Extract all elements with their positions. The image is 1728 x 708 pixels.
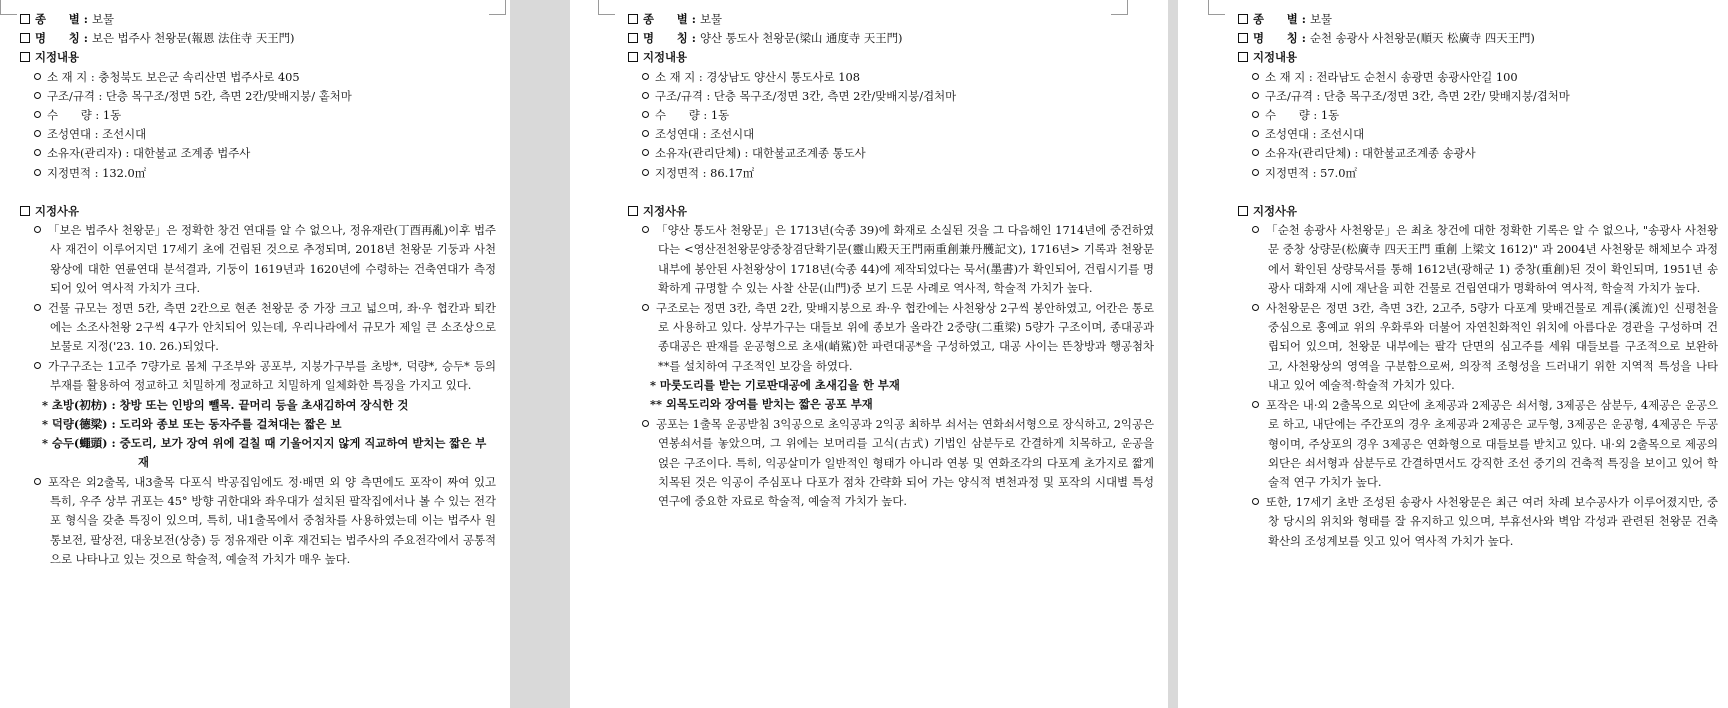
circle-bullet-icon [1252, 130, 1259, 137]
section-title-reason [20, 202, 496, 221]
header-label: 종 별 [643, 12, 688, 26]
designation-item-text: 구조/규격 : 단층 목구조/정면 3칸, 측면 2칸/ 맞배지붕/겹처마 [1265, 88, 1570, 103]
reason-paragraph [1238, 299, 1718, 396]
checkbox-square-icon [1238, 206, 1248, 216]
reason-text: 공포는 1출목 운공받침 3익공으로 초익공과 2익공 최하부 쇠서는 연화쇠서형으로 장식하고, 2익공은 연봉쇠서를 놓았으며, 그 위에는 보머리를 고식(古式) 기법인 삼분두로 간결하게 치목하고, 운공을 얹은 구조이다. 특히, 익공살미가 일반적인 형태가 아니라 연봉 및 연화조각의 다포계 초가지로 짧게 치목된 것은 익공이 주심포나 다포가 점차 간략화 되어 가는 양식적 변천과정 및 포작의 시대별 특성 연구에 중요한 자료로 학술적, 예술적 가치가 높다. [656, 416, 1154, 509]
reason-text: 사천왕문은 정면 3칸, 측면 3칸, 2고주, 5량가 다포계 맞배건물로 계류(溪流)인 신평천을 중심으로 홍예교 위의 우화루와 더불어 자연친화적인 위치에 아름다운 경관을 구성하며 건립되어 있으며, 천왕문 내부에는 팔각 단면의 심고주를 세워 대들보를 구조적으로 보완하고, 사천왕상의 영역을 구분함으로써, 의장적 조형성을 드러내기 위한 지역적 특성을 나타내고 있어 예술적·학술적 가치가 있다. [1266, 300, 1718, 393]
reason-text: 「보은 법주사 천왕문」은 정확한 창건 연대를 알 수 없으나, 정유재란(丁酉再亂)이후 법주사 재건이 이루어지던 17세기 초에 건립된 것으로 추정되며, 2018년 천왕문 기둥과 사천왕상에 대한 연륜연대 분석결과, 기둥이 1619년과 1620년에 수령하는 건축연대가 측정되어 있어 역사적 가치가 크다. [48, 223, 496, 296]
reason-text: 가구구조는 1고주 7량가로 몸체 구조부와 공포부, 지붕가구부를 초방*, 덕량*, 승두* 등의 부재를 활용하여 정교하고 치밀하게 정교하고 치밀하게 일체화한 특징을 가지고 있다. [48, 358, 496, 393]
header-row [20, 10, 496, 29]
designation-item-text: 소유자(관리단체) : 대한불교조계종 송광사 [1265, 146, 1476, 161]
designation-item-text: 수 량 : 1동 [1265, 108, 1340, 123]
circle-bullet-icon [1252, 498, 1259, 505]
section-title-designation [1238, 48, 1718, 67]
header-separator: : [79, 31, 92, 46]
circle-bullet-icon [34, 478, 41, 485]
page-corner-mark [1208, 0, 1225, 15]
header-label: 종 별 [1253, 12, 1298, 26]
circle-bullet-icon [642, 169, 649, 176]
circle-bullet-icon [34, 304, 41, 311]
reason-paragraph [1238, 396, 1718, 493]
designation-item [628, 106, 1154, 125]
circle-bullet-icon [34, 111, 41, 118]
circle-bullet-icon [1252, 169, 1259, 176]
circle-bullet-icon [642, 226, 649, 233]
section-title-text: 지정사유 [643, 203, 688, 218]
reason-text: 「순천 송광사 사천왕문」은 최초 창건에 대한 정확한 기록은 알 수 없으나, "송광사 사천왕문 중창 상량문(松廣寺 四天王門 重創 上梁文 1612)" 과 2004년 사천왕문 해체보수 과정에서 확인된 상량묵서를 통해 1612년(광해군 1) 중창(重創)된 것이 확인되며, 1951년 송광사 대화재 시에 재난을 피한 건물로 건립연대가 명확하여 역사적, 학술적 가치가 높다. [1266, 223, 1718, 296]
designation-item-text: 소유자(관리단체) : 대한불교조계종 통도사 [655, 146, 866, 161]
page-content [20, 10, 496, 570]
designation-item [20, 164, 496, 183]
header-value: 보물 [91, 12, 114, 26]
checkbox-square-icon [20, 14, 30, 24]
circle-bullet-icon [642, 130, 649, 137]
header-label: 명 칭 [1253, 31, 1298, 46]
reason-paragraph [628, 221, 1154, 299]
header-separator: : [687, 31, 700, 46]
circle-bullet-icon [1252, 304, 1259, 311]
section-title-designation [628, 48, 1154, 67]
checkbox-square-icon [628, 206, 638, 216]
designation-item [20, 144, 496, 163]
footnote-definition: * 승두(蠅頭) : 중도리, 보가 장여 위에 걸칠 때 기울어지지 않게 직교하여 받치는 짧은 부재 [42, 436, 487, 470]
reason-text: 구조로는 정면 3칸, 측면 2칸, 맞배지붕으로 좌·우 협칸에는 사천왕상 2구씩 봉안하였고, 어칸은 통로로 사용하고 있다. 상부가구는 대들보 위에 종보가 올라간 2중량(二重梁) 5량가 구조이며, 종대공과 종대공은 판재를 운공형으로 초새(峭鯊)한 파련대공*을 구성하였고, 대공 사이는 뜬창방과 행공첨차**를 설치하여 구조적인 보강을 하였다. [656, 300, 1154, 373]
reason-paragraph [1238, 493, 1718, 551]
designation-item [20, 87, 496, 106]
circle-bullet-icon [34, 73, 41, 80]
designation-item-text: 소유자(관리자) : 대한불교 조계종 법주사 [47, 146, 251, 161]
designation-item [628, 144, 1154, 163]
circle-bullet-icon [34, 92, 41, 99]
designation-item [1238, 164, 1718, 183]
header-value: 양산 통도사 천왕문(梁山 通度寺 天王門) [699, 31, 903, 46]
section-title-designation [20, 48, 496, 67]
section-title-text: 지정사유 [1253, 203, 1298, 218]
reason-paragraph [20, 299, 496, 357]
spacer [20, 183, 496, 202]
circle-bullet-icon [34, 149, 41, 156]
section-title-reason [628, 202, 1154, 221]
designation-item-text: 구조/규격 : 단층 목구조/정면 3칸, 측면 2칸/맞배지붕/겹처마 [655, 88, 957, 103]
reason-paragraph [20, 473, 496, 570]
checkbox-square-icon [1238, 33, 1248, 43]
section-title-text: 지정사유 [35, 203, 80, 218]
header-row [628, 10, 1154, 29]
circle-bullet-icon [642, 304, 649, 311]
header-value: 보물 [699, 12, 722, 26]
designation-item-text: 수 량 : 1동 [655, 108, 730, 123]
reason-text: 「양산 통도사 천왕문」은 1713년(숙종 39)에 화재로 소실된 것을 그 다음해인 1714년에 중건하였다는 <영산전천왕문양중창겸단확기문(靈山殿天王門兩重創兼丹雘記文), 1716년> 기록과 천왕문 내부에 봉안된 사천왕상이 1718년(숙종 44)에 제작되었다는 묵서(墨書)가 확인되어, 건립시기를 명확하게 규명할 수 있는 사찰 산문(山門)중 보기 드문 사례로 역사적, 학술적 가치가 높다. [656, 223, 1154, 296]
header-label: 명 칭 [35, 31, 80, 46]
header-value: 보물 [1309, 12, 1332, 26]
circle-bullet-icon [1252, 73, 1259, 80]
designation-item [20, 125, 496, 144]
page-3 [1178, 0, 1728, 708]
designation-item [628, 87, 1154, 106]
designation-item [1238, 87, 1718, 106]
reason-paragraph [628, 415, 1154, 512]
header-value: 순천 송광사 사천왕문(順天 松廣寺 四天王門) [1309, 31, 1535, 46]
header-separator: : [687, 12, 700, 26]
designation-item-text: 구조/규격 : 단층 목구조/정면 5칸, 측면 2칸/맞배지붕/ 홑처마 [47, 88, 352, 103]
reason-text: 포작은 내·외 2출목으로 외단에 초제공과 2제공은 쇠서형, 3제공은 삼분두, 4제공은 운공으로 하고, 내단에는 주간포의 경우 초제공과 2제공은 교두형, 3제공은 운공형, 4제공은 두공형이며, 주상포의 경우 3제공은 연화형으로 대들보를 받치고 있다. 내·외 2출목으로 제공의 외단은 쇠서형과 삼분두로 간결하면서도 강직한 조선 중기의 건축적 특징을 보이고 있어 학술적 연구 가치가 높다. [1266, 397, 1718, 490]
header-separator: : [1297, 12, 1310, 26]
designation-item-text: 소 재 지 : 충청북도 보은군 속리산면 법주사로 405 [47, 69, 300, 84]
checkbox-square-icon [628, 14, 638, 24]
checkbox-square-icon [1238, 52, 1248, 62]
section-title-reason [1238, 202, 1718, 221]
page-1 [0, 0, 510, 708]
reason-paragraph [20, 357, 496, 396]
designation-item [628, 164, 1154, 183]
designation-item [20, 68, 496, 87]
designation-item-text: 지정면적 : 57.0㎡ [1265, 165, 1357, 180]
reason-text: 건물 규모는 정면 5칸, 측면 2칸으로 현존 천왕문 중 가장 크고 넓으며, 좌·우 협칸과 퇴칸에는 소조사천왕 2구씩 4구가 안치되어 있는데, 우리나라에서 규모가 제일 큰 소조상으로 보물로 지정('23. 10. 26.)되었다. [48, 300, 496, 354]
designation-item [628, 68, 1154, 87]
checkbox-square-icon [20, 33, 30, 43]
designation-item-text: 조성연대 : 조선시대 [1265, 127, 1365, 142]
reason-paragraph [20, 221, 496, 299]
checkbox-square-icon [628, 52, 638, 62]
footnote-definition: * 덕량(德梁) : 도리와 종보 또는 동자주를 걸쳐대는 짧은 보 [42, 416, 342, 431]
checkbox-square-icon [628, 33, 638, 43]
designation-item-text: 소 재 지 : 전라남도 순천시 송광면 송광사안길 100 [1265, 69, 1518, 84]
circle-bullet-icon [34, 169, 41, 176]
page-corner-mark [0, 0, 17, 15]
section-title-text: 지정내용 [643, 50, 688, 65]
circle-bullet-icon [34, 362, 41, 369]
footnote-definition: * 마룻도리를 받는 기로판대공에 초새김을 한 부재 [650, 378, 900, 393]
checkbox-square-icon [20, 52, 30, 62]
page-2 [570, 0, 1168, 708]
designation-item-text: 지정면적 : 86.17㎡ [655, 165, 755, 180]
checkbox-square-icon [20, 206, 30, 216]
designation-item [1238, 68, 1718, 87]
designation-item [1238, 125, 1718, 144]
reason-paragraph [1238, 221, 1718, 299]
designation-item-text: 수 량 : 1동 [47, 108, 122, 123]
circle-bullet-icon [642, 149, 649, 156]
circle-bullet-icon [1252, 111, 1259, 118]
page-gutter [1168, 0, 1178, 708]
reason-paragraph [628, 299, 1154, 377]
footnote-definition: ** 외목도리와 장여를 받치는 짧은 공포 부재 [650, 397, 873, 412]
header-value: 보은 법주사 천왕문(報恩 法住寺 天王門) [91, 31, 295, 46]
designation-item-text: 소 재 지 : 경상남도 양산시 통도사로 108 [655, 69, 860, 84]
header-label: 종 별 [35, 12, 80, 26]
designation-item [628, 125, 1154, 144]
page-gutter [510, 0, 570, 708]
designation-item [20, 106, 496, 125]
circle-bullet-icon [1252, 401, 1259, 408]
footnote-definition: * 초방(初枋) : 창방 또는 인방의 뺄목. 끝머리 등을 초새김하여 장식한 것 [42, 397, 409, 412]
spacer [1238, 183, 1718, 202]
circle-bullet-icon [642, 111, 649, 118]
designation-item-text: 조성연대 : 조선시대 [655, 127, 755, 142]
header-row [1238, 10, 1718, 29]
header-row [20, 29, 496, 48]
reason-text: 또한, 17세기 초반 조성된 송광사 사천왕문은 최근 여러 차례 보수공사가 이루어졌지만, 중창 당시의 위치와 형태를 잘 유지하고 있으며, 부휴선사와 벽암 각성과 관련된 천왕문 건축 확산의 조성계보를 잇고 있어 역사적 가치가 높다. [1266, 494, 1718, 548]
designation-item-text: 조성연대 : 조선시대 [47, 127, 147, 142]
circle-bullet-icon [642, 92, 649, 99]
header-separator: : [1297, 31, 1310, 46]
page-content [1238, 10, 1718, 551]
page-corner-mark [598, 0, 615, 15]
circle-bullet-icon [1252, 226, 1259, 233]
designation-item [1238, 106, 1718, 125]
designation-item [1238, 144, 1718, 163]
header-row [1238, 29, 1718, 48]
spacer [628, 183, 1154, 202]
section-title-text: 지정내용 [1253, 50, 1298, 65]
checkbox-square-icon [1238, 14, 1248, 24]
header-label: 명 칭 [643, 31, 688, 46]
circle-bullet-icon [34, 226, 41, 233]
designation-item-text: 지정면적 : 132.0㎡ [47, 165, 147, 180]
circle-bullet-icon [1252, 149, 1259, 156]
circle-bullet-icon [642, 73, 649, 80]
header-separator: : [79, 12, 92, 26]
reason-text: 포작은 외2출목, 내3출목 다포식 박공집임에도 정·배면 외 양 측면에도 포작이 짜여 있고 특히, 우주 상부 귀포는 45° 방향 귀한대와 좌우대가 설치된 팔작집에서나 볼 수 있는 전각포 형식을 갖춘 특징이 있으며, 특히, 내1출목에서 중첨차를 사용하였는데 이는 법주사 원통보전, 팔상전, 대웅보전(상층) 등 정유재란 이후 재건되는 법주사의 주요전각에서 공통적으로 나타나고 있는 것으로 학술적, 예술적 가치가 매우 높다. [48, 474, 496, 567]
page-content [628, 10, 1154, 512]
circle-bullet-icon [1252, 92, 1259, 99]
header-row [628, 29, 1154, 48]
section-title-text: 지정내용 [35, 50, 80, 65]
circle-bullet-icon [34, 130, 41, 137]
circle-bullet-icon [642, 420, 649, 427]
